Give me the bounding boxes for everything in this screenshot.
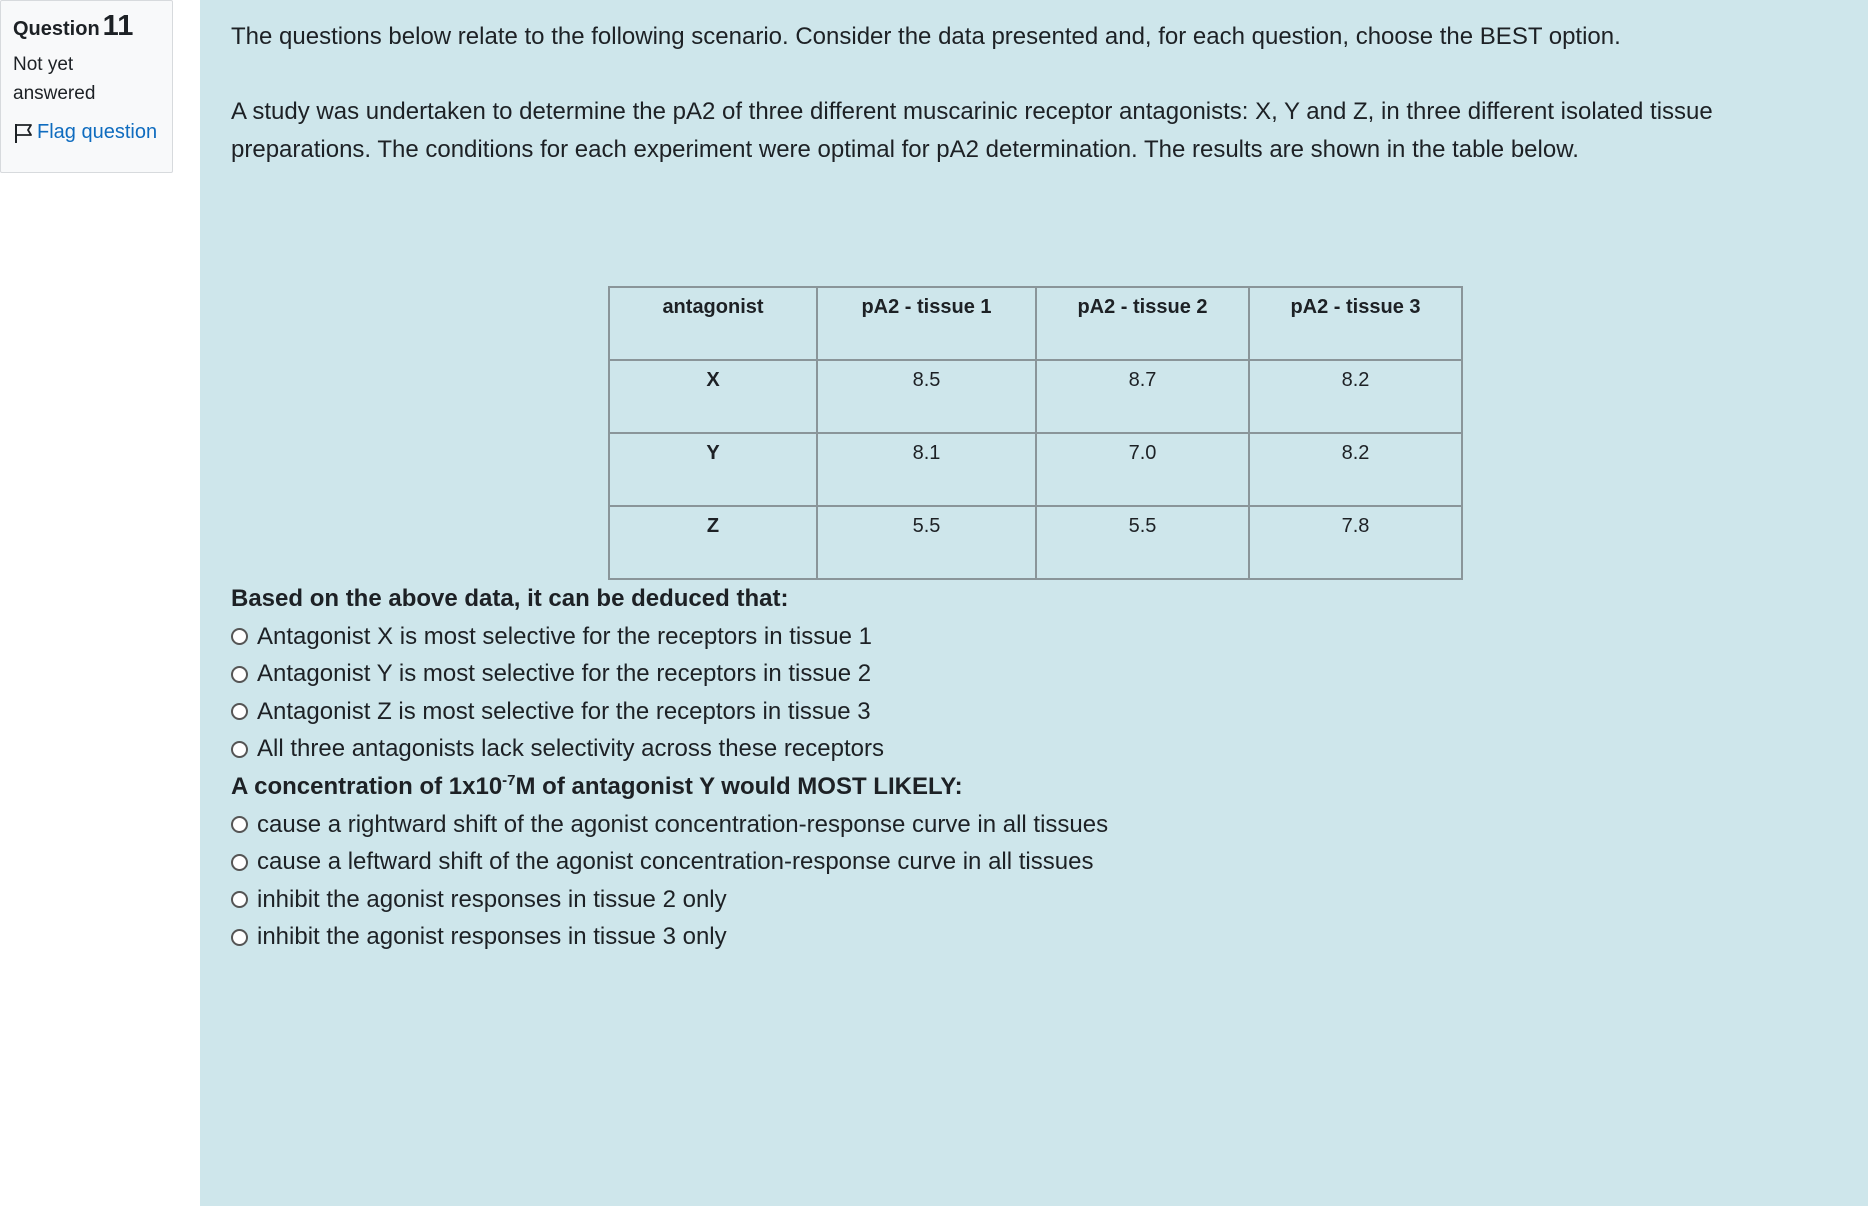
table-header: pA2 - tissue 3 — [1249, 287, 1462, 360]
question-number: Question 11 — [13, 10, 134, 42]
table-cell: 8.2 — [1249, 360, 1462, 433]
question-1-answers — [231, 618, 1837, 768]
flag-outline-icon — [13, 122, 35, 144]
option-label[interactable]: Antagonist Y is most selective for the receptors in tissue 2 — [257, 660, 872, 688]
option-label[interactable]: cause a rightward shift of the agonist concentration-response curve in all tissues — [257, 810, 1109, 838]
question-content — [200, 0, 1868, 1206]
table-header-row — [609, 287, 1462, 360]
radio-unchecked-icon[interactable] — [231, 703, 248, 720]
radio-unchecked-icon[interactable] — [231, 929, 248, 946]
table-cell: 8.2 — [1249, 433, 1462, 506]
option-label[interactable]: inhibit the agonist responses in tissue 2 only — [257, 885, 727, 913]
radio-unchecked-icon[interactable] — [231, 741, 248, 758]
table-cell: 8.5 — [817, 360, 1036, 433]
table-header: pA2 - tissue 1 — [817, 287, 1036, 360]
q2-option-3[interactable] — [231, 881, 1837, 919]
table-cell: 7.8 — [1249, 506, 1462, 579]
table-cell: 5.5 — [1036, 506, 1249, 579]
scenario-intro: The questions below relate to the following scenario. Consider the data presented and, for each question, choose the BEST option. — [231, 23, 1621, 50]
table-header: antagonist — [609, 287, 817, 360]
q2-option-1[interactable] — [231, 806, 1837, 844]
q1-option-1[interactable] — [231, 618, 1837, 656]
table-row — [609, 506, 1462, 579]
table-cell: 5.5 — [817, 506, 1036, 579]
q1-option-3[interactable] — [231, 693, 1837, 731]
question-2-answers — [231, 806, 1837, 956]
q1-option-2[interactable] — [231, 656, 1837, 694]
option-label[interactable]: inhibit the agonist responses in tissue 3 only — [257, 923, 727, 951]
pa2-table — [608, 286, 1463, 580]
q2-option-4[interactable] — [231, 919, 1837, 957]
radio-unchecked-icon[interactable] — [231, 854, 248, 871]
question-info — [0, 0, 173, 173]
radio-unchecked-icon[interactable] — [231, 628, 248, 645]
table-cell: Y — [609, 433, 817, 506]
flag-question-link[interactable] — [13, 121, 160, 144]
table-row — [609, 360, 1462, 433]
question-state: Not yet answered — [13, 54, 96, 104]
table-cell: X — [609, 360, 817, 433]
flag-question-label: Flag question — [37, 121, 158, 143]
q2-option-2[interactable] — [231, 844, 1837, 882]
table-row — [609, 433, 1462, 506]
table-cell: 8.7 — [1036, 360, 1249, 433]
radio-unchecked-icon[interactable] — [231, 816, 248, 833]
question-2-stem: A concentration of $1x10^{-7}M$ of antagonist Y would MOST LIKELY: — [231, 772, 963, 800]
option-label[interactable]: Antagonist X is most selective for the receptors in tissue 1 — [257, 622, 872, 650]
q1-option-4[interactable] — [231, 731, 1837, 769]
table-cell: Z — [609, 506, 817, 579]
question-1-stem: Based on the above data, it can be deduced that: — [231, 585, 789, 612]
table-cell: 7.0 — [1036, 433, 1249, 506]
radio-unchecked-icon[interactable] — [231, 891, 248, 908]
table-cell: 8.1 — [817, 433, 1036, 506]
table-header: pA2 - tissue 2 — [1036, 287, 1249, 360]
radio-unchecked-icon[interactable] — [231, 666, 248, 683]
option-label[interactable]: All three antagonists lack selectivity across these receptors — [257, 735, 884, 763]
scenario-description: A study was undertaken to determine the pA2 of three different muscarinic receptor antagonists: X, Y and Z, in three different isolated tissue preparations. The conditions for each experiment were optimal for pA2 determination. The results are shown in the table below. — [231, 98, 1713, 163]
option-label[interactable]: Antagonist Z is most selective for the receptors in tissue 3 — [257, 697, 871, 725]
option-label[interactable]: cause a leftward shift of the agonist concentration-response curve in all tissues — [257, 848, 1094, 876]
